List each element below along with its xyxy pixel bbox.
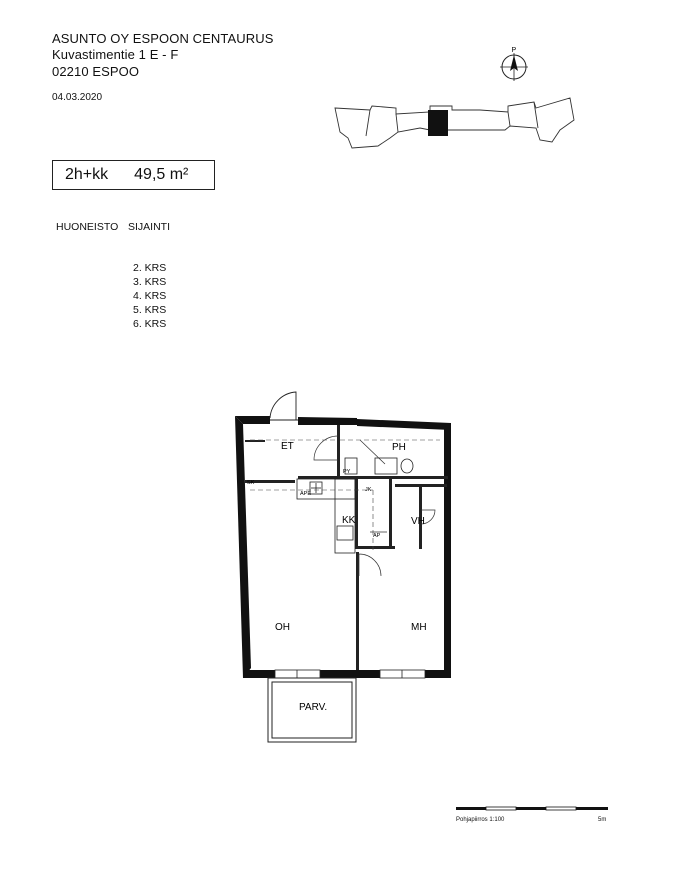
floor-item: 6. KRS [133, 318, 167, 330]
scale-bar [455, 804, 615, 816]
apartment-summary [52, 160, 215, 190]
location-heading-apartment: HUONEISTO [56, 221, 119, 233]
location-heading-position: SIJAINTI [128, 221, 171, 233]
floor-item: 2. KRS [133, 262, 167, 274]
apartment-highlight [428, 110, 448, 136]
room-label-parv: PARV. [299, 702, 328, 713]
postal-address: 02210 ESPOO [52, 64, 140, 79]
apartment-area: 49,5 m² [134, 166, 189, 183]
floor-item: 4. KRS [133, 290, 167, 302]
key-plan [330, 90, 580, 160]
room-label-mh: MH [411, 622, 427, 633]
compass-icon [494, 44, 534, 84]
scale-label: Pohjapiirros 1:100 [456, 817, 505, 823]
room-label-vh: VH [411, 516, 425, 527]
room-label-kk: KK [342, 515, 356, 526]
room-label-oh: OH [275, 622, 290, 633]
compass-letter: P [511, 47, 517, 54]
fixture-label-jk: JK [365, 487, 372, 493]
fixture-label-py: PY [343, 469, 351, 475]
apartment-type: 2h+kk [65, 166, 109, 183]
company-name: ASUNTO OY ESPOON CENTAURUS [52, 31, 274, 46]
fixture-label-ap: AP [373, 533, 381, 539]
room-label-ph: PH [392, 442, 406, 453]
floor-item: 3. KRS [133, 276, 167, 288]
fixture-label-ape: APE [300, 491, 312, 497]
street-address: Kuvastimentie 1 E - F [52, 47, 179, 62]
document-date: 04.03.2020 [52, 92, 103, 103]
scale-length: 5m [598, 817, 607, 823]
floor-list [133, 261, 166, 331]
room-label-et: ET [281, 441, 294, 452]
floor-item: 5. KRS [133, 304, 167, 316]
fixture-label-sk: SK [247, 480, 255, 486]
floor-plan [225, 380, 475, 750]
